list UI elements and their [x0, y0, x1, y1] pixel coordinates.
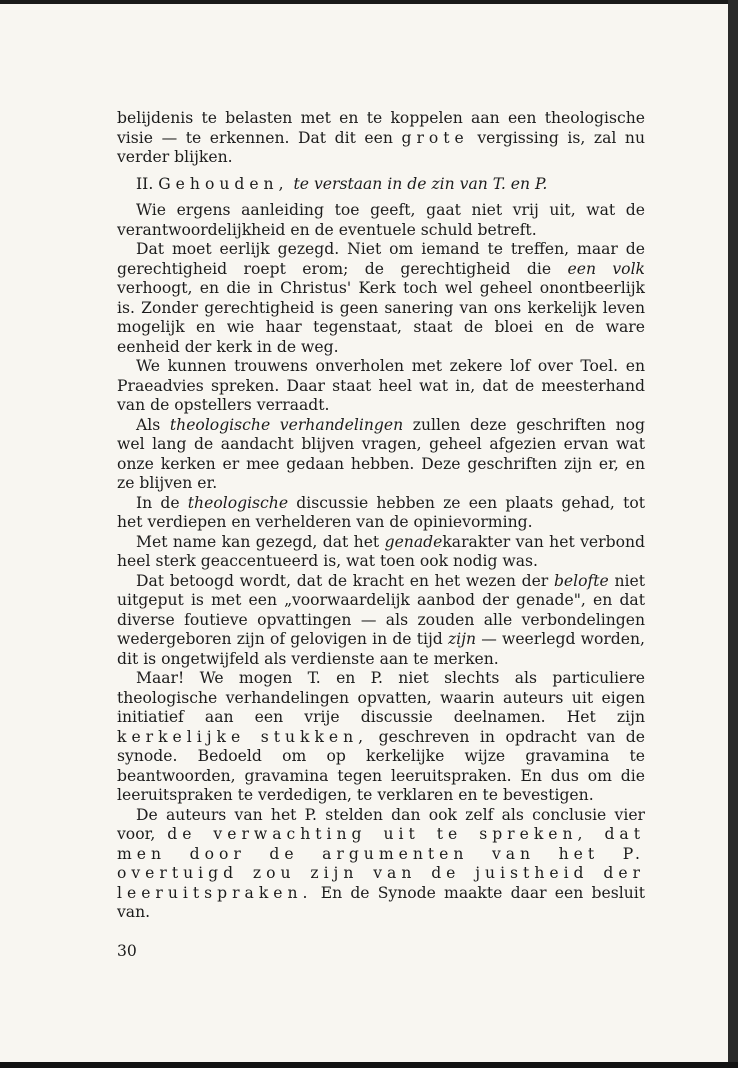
scan-right-edge: [728, 0, 738, 1068]
paragraph-3: We kunnen trouwens onverholen met zekere lof over Toel. en Praeadvies spreken. Daar staat heel wat in, dat de meesterhand van de opstellers verraadt.: [117, 357, 645, 414]
paragraph-intro: belijdenis te belasten met en te koppelen aan een theologische visie — te erkennen. Dat dit een grote vergissing is, zal nu verder blijken.: [117, 109, 646, 166]
paragraph-9: De auteurs van het P. stelden dan ook zelf als conclusie vier voor, de verwachting uit te spreken, dat men door de argumenten van het P. overtuigd zou zijn van de juistheid der leeruitspraken. En de Synode maakte daar een besluit van.: [117, 805, 645, 921]
paragraph-8: Maar! We mogen T. en P. niet slechts als particuliere theologische verhandelingen opvatten, waarin auteurs uit eigen initiatief aan een vrije discussie deelnamen. Het zijn kerkelijke stukken, geschreven in opdracht van de synode. Bedoeld om op kerkelijke wijze gravamina te beantwoorden, gravamina tegen leeruitspraken. En dus om die leeruitspraken te verdedigen, te verklaren en te bevestigen.: [117, 669, 645, 804]
page-body: [117, 109, 645, 923]
paragraph-6: Met name kan gezegd, dat het genadekarakter van het verbond heel sterk geaccentueerd is, wat toen ook nodig was.: [117, 532, 645, 570]
scan-bottom-edge: [0, 1062, 738, 1068]
paragraph-5: In de theologische discussie hebben ze een plaats gehad, tot het verdiepen en verhelderen van de opinievorming.: [117, 493, 645, 531]
scan-top-edge: [0, 0, 738, 4]
paragraph-4: Als theologische verhandelingen zullen deze geschriften nog wel lang de aandacht blijven vragen, geheel afgezien ervan wat onze kerken er mee gedaan hebben. Deze geschriften zijn er, en ze blijven er.: [117, 415, 646, 492]
paragraph-1: Wie ergens aanleiding toe geeft, gaat niet vrij uit, wat de verantwoordelijkheid en de eventuele schuld betreft.: [117, 201, 645, 239]
paragraph-7: Dat betoogd wordt, dat de kracht en het wezen der belofte niet uitgeput is met een „voorwaardelijk aanbod der genade", en dat diverse foutieve opvattingen — als zouden alle verbondelingen wedergeboren zijn of gelovigen in de tijd zijn — weerlegd worden, dit is ongetwijfeld als verdienste aan te merken.: [117, 571, 645, 668]
paragraph-2: Dat moet eerlijk gezegd. Niet om iemand te treffen, maar de gerechtigheid roept erom; de gerechtigheid die een volk verhoogt, en die in Christus' Kerk toch wel geheel onontbeerlijk is. Zonder gerechtigheid is geen sanering van ons kerkelijk leven mogelijk en wie haar tegenstaat, staat de bloei en de ware eenheid der kerk in de weg.: [117, 240, 646, 356]
page-number: 30: [117, 942, 137, 960]
section-heading: II. Gehouden, te verstaan in de zin van T. en P.: [136, 174, 548, 193]
